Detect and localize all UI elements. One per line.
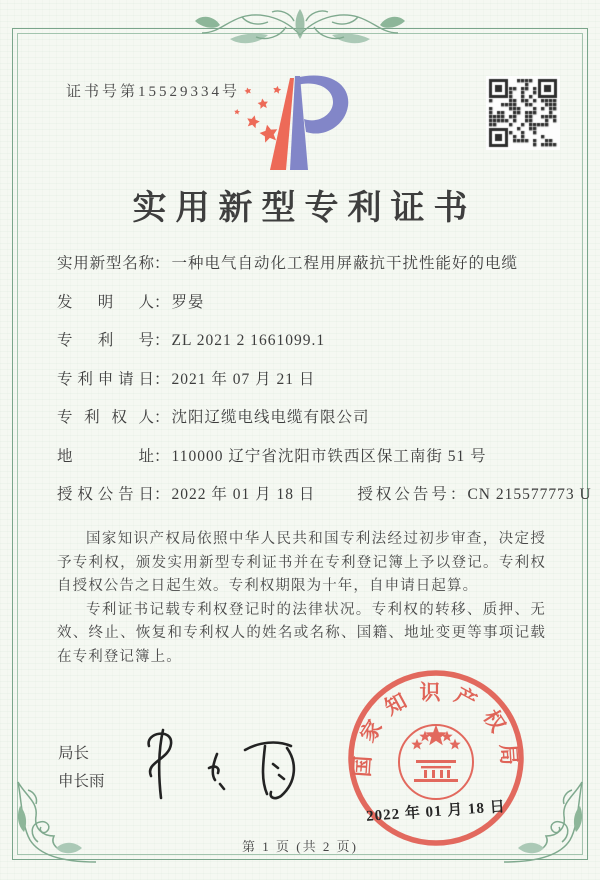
grant-publication-no: 授权公告号 ： CN 215577773 U bbox=[357, 483, 591, 507]
officer-name: 申长雨 bbox=[58, 773, 105, 790]
field-value: 2022 年 01 月 18 日 bbox=[171, 486, 316, 503]
field-row-name: 实用新型名称 ： 一种电气自动化工程用屏蔽抗干扰性能好的电缆 bbox=[57, 252, 545, 276]
field-value: ZL 2021 2 1661099.1 bbox=[171, 332, 326, 349]
certificate-fields bbox=[57, 252, 592, 522]
field-label: 授权公告号 bbox=[357, 486, 450, 503]
field-label: 实用新型名称 bbox=[57, 255, 154, 272]
signature-icon bbox=[125, 720, 325, 808]
legal-paragraph-2: 专利证书记载专利权登记时的法律状况。专利权的转移、质押、无效、终止、恢复和专利权人的姓名或名称、国籍、地址变更等事项记载在专利登记簿上。 bbox=[57, 601, 546, 665]
national-emblem-icon bbox=[399, 725, 473, 799]
legal-paragraph-1: 国家知识产权局依照中华人民共和国专利法经过初步审查，决定授予专利权，颁发实用新型专利证书并在专利登记簿上予以登记。专利权自授权公告之日起生效。专利权期限为十年，自申请日起算。 bbox=[57, 531, 546, 594]
page-number: 第 1 页 (共 2 页) bbox=[242, 839, 358, 854]
field-value: CN 215577773 U bbox=[467, 486, 592, 503]
field-label: 授权公告日 bbox=[57, 486, 154, 503]
field-label: 专利权人 bbox=[57, 409, 154, 426]
field-label: 专利号 bbox=[57, 332, 154, 349]
svg-text:国家知识产权局: 国家知识产权局 bbox=[350, 680, 522, 778]
officer-block bbox=[58, 740, 105, 796]
border-ornament-top-icon bbox=[190, 3, 410, 53]
officer-title: 局长 bbox=[58, 745, 90, 762]
field-label: 地址 bbox=[57, 447, 154, 465]
field-value: 沈阳辽缆电线电缆有限公司 bbox=[171, 409, 370, 426]
field-row-inventor: 发明人 ： 罗晏 bbox=[57, 291, 545, 315]
field-row-filing-date: 专利申请日 ： 2021 年 07 月 21 日 bbox=[57, 368, 545, 392]
field-value: 2021 年 07 月 21 日 bbox=[171, 370, 316, 388]
certificate-title: 实用新型专利证书 bbox=[132, 190, 477, 227]
field-value: 罗晏 bbox=[171, 293, 205, 311]
qr-code bbox=[486, 76, 560, 150]
field-row-patent-no: 专利号 ： ZL 2021 2 1661099.1 bbox=[57, 329, 545, 353]
cnipa-logo-icon bbox=[224, 70, 376, 176]
field-row-patentee: 专利权人 ： 沈阳辽缆电线电缆有限公司 bbox=[57, 406, 545, 430]
field-value: 一种电气自动化工程用屏蔽抗干扰性能好的电缆 bbox=[171, 255, 519, 272]
field-value: 110000 辽宁省沈阳市铁西区保工南街 51 号 bbox=[171, 447, 487, 465]
seal-date: 2022 年 01 月 18 日 bbox=[365, 799, 507, 825]
field-row-grant: 授权公告日 ： 2022 年 01 月 18 日 授权公告号 ： CN 215577773 U bbox=[57, 483, 545, 507]
certificate-number: 证书号第15529334号 bbox=[66, 84, 241, 100]
legal-text bbox=[57, 528, 546, 669]
field-row-address: 地址 ： 110000 辽宁省沈阳市铁西区保工南街 51 号 bbox=[57, 445, 545, 469]
field-label: 专利申请日 bbox=[57, 370, 154, 388]
field-label: 发明人 bbox=[57, 293, 154, 311]
